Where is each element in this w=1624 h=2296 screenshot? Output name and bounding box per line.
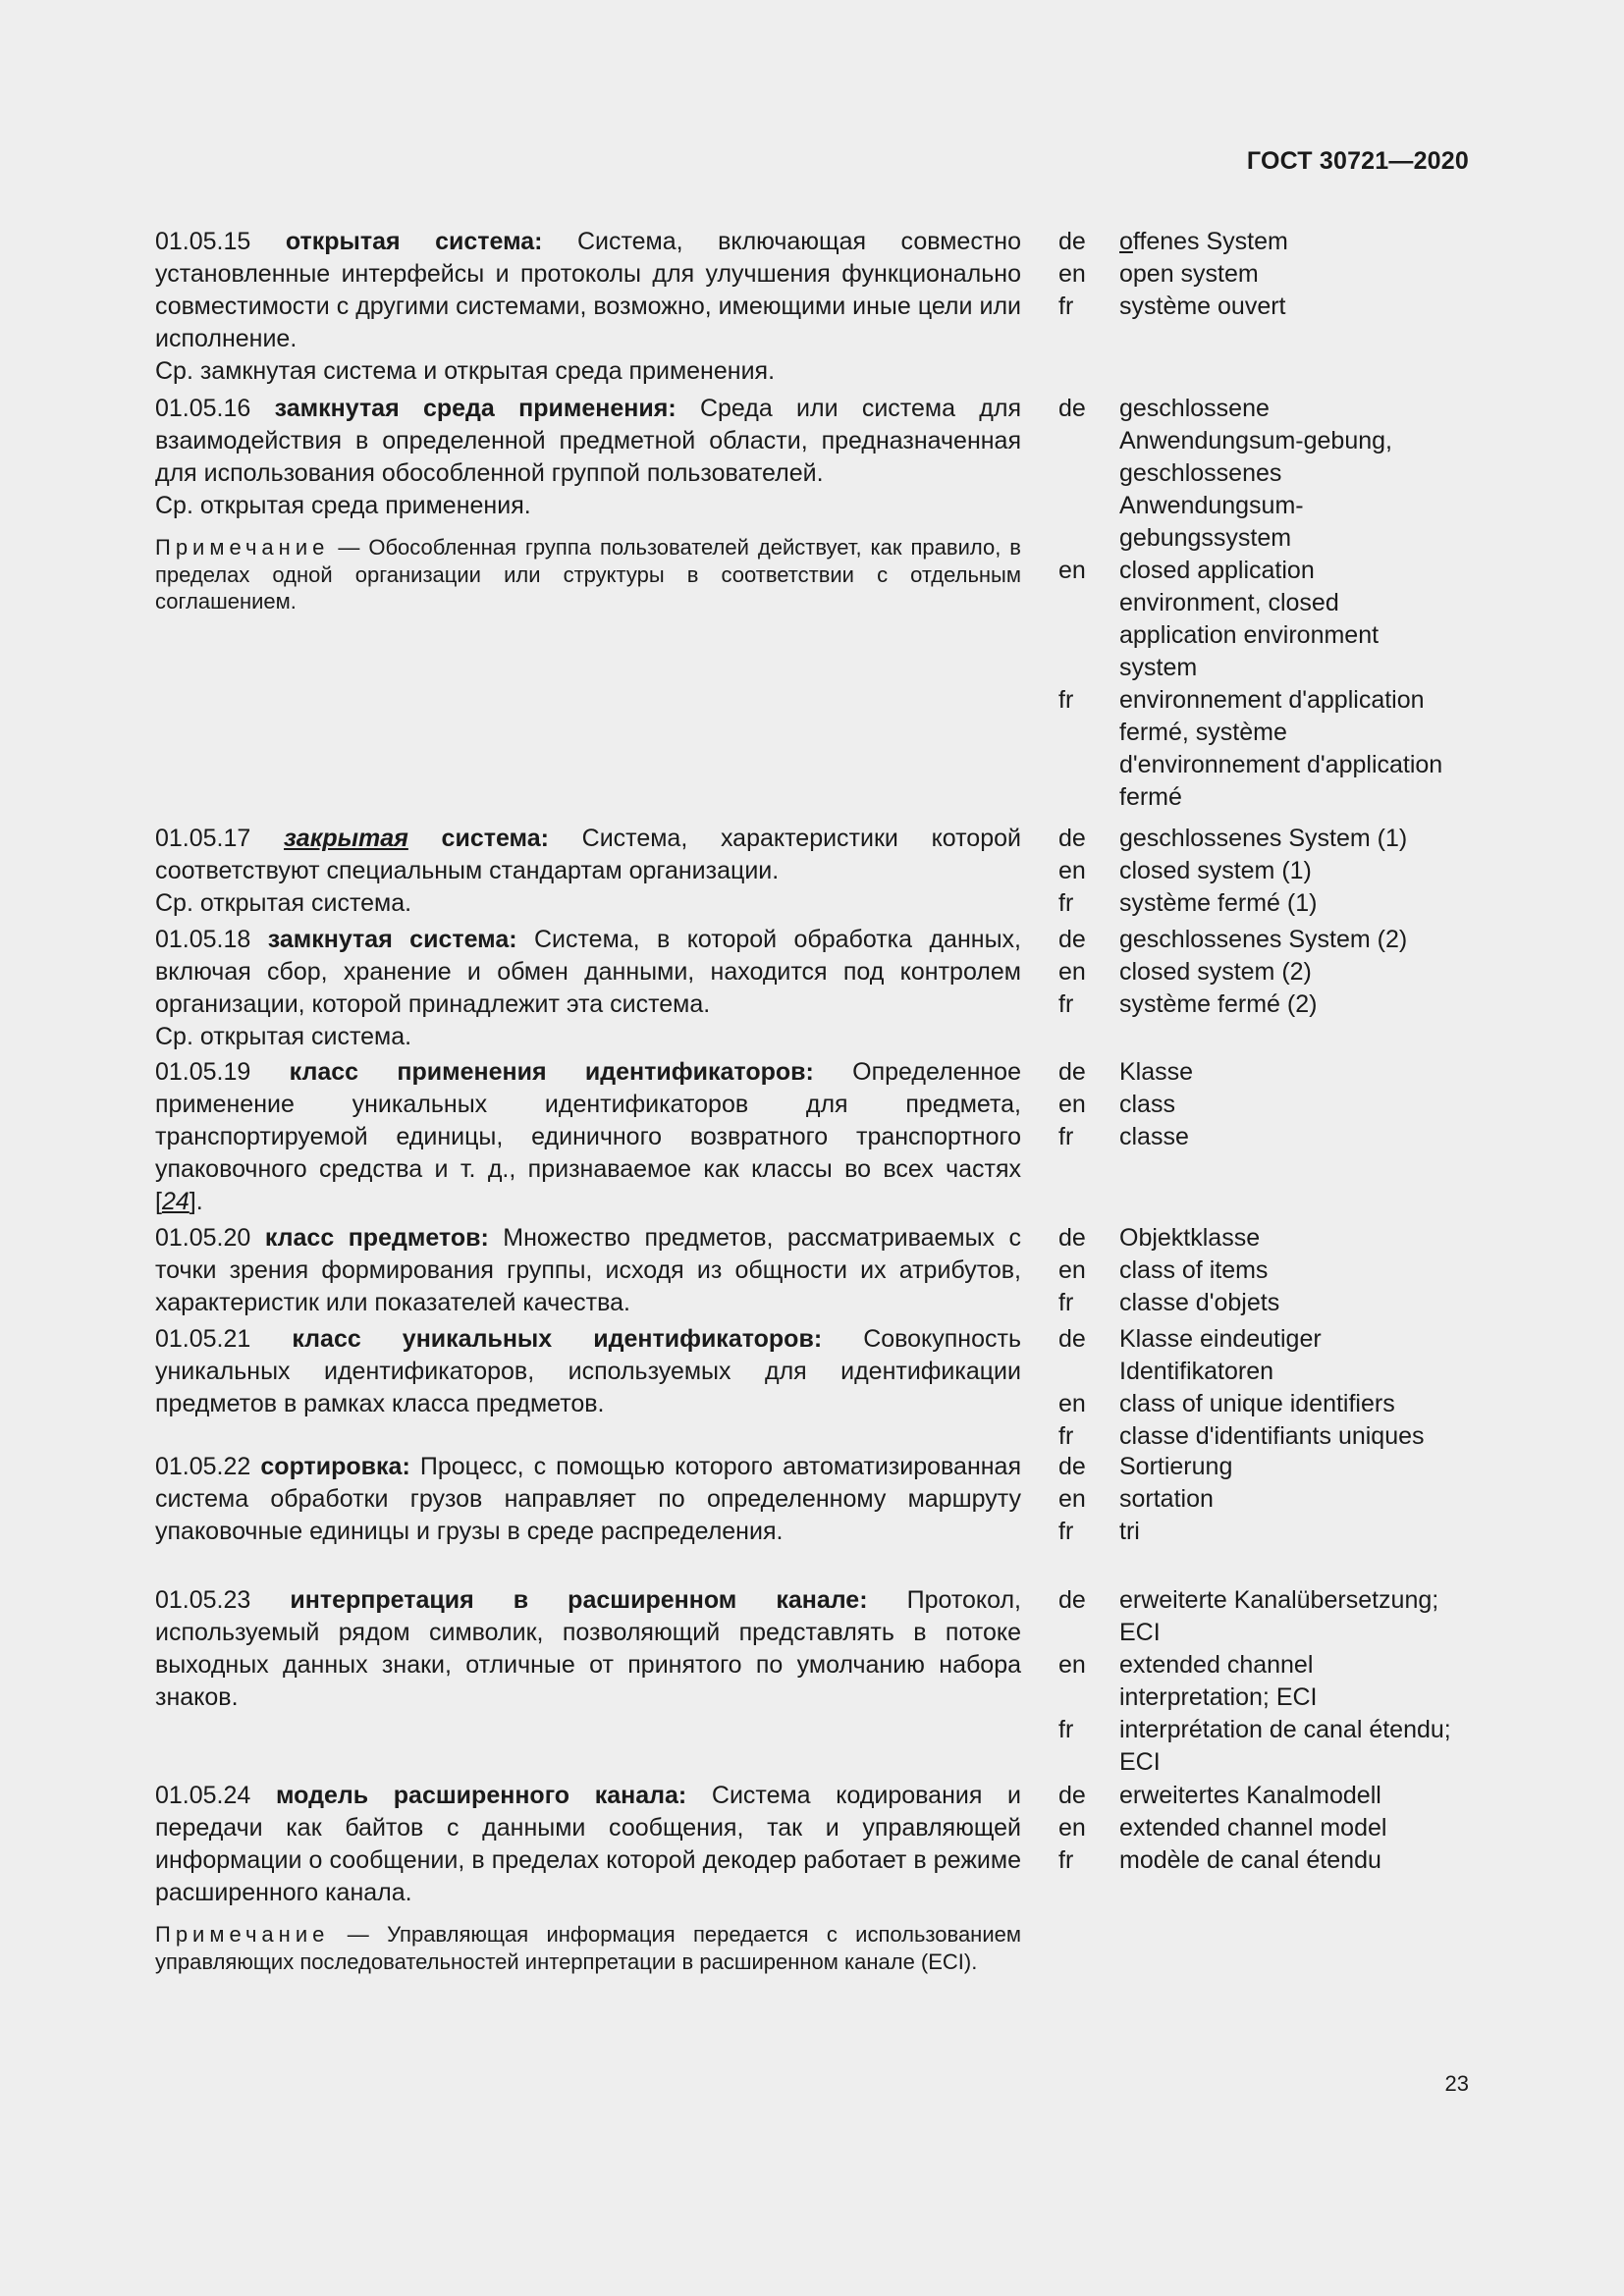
translation-de: de Objektklasse	[1058, 1224, 1261, 1252]
translations	[1058, 1323, 1451, 1453]
entry-number: 01.05.16	[155, 395, 251, 422]
translations	[1058, 823, 1451, 920]
definition-text: Совокупность уникальных идентификаторов, используемых для идентификации предметов в рамках класса предметов.	[155, 1325, 1021, 1417]
definition	[155, 1780, 1021, 1975]
translation-de: de Klasse eindeutiger Identifikatoren	[1058, 1325, 1322, 1385]
translations	[1058, 924, 1451, 1021]
entry-number: 01.05.22	[155, 1453, 251, 1480]
definition	[155, 1222, 1021, 1319]
translation-fr: fr tri	[1058, 1518, 1140, 1545]
see-also: Ср. открытая среда применения.	[155, 492, 531, 519]
term: класс предметов:	[264, 1224, 489, 1252]
translations	[1058, 1780, 1451, 1877]
entry-number: 01.05.24	[155, 1782, 251, 1809]
translation-en: en extended channel model	[1058, 1814, 1387, 1842]
translation-de: de erweiterte Kanalübersetzung; ECI	[1058, 1586, 1439, 1646]
entry-number: 01.05.20	[155, 1224, 251, 1252]
translation-de: de offenes System	[1058, 226, 1451, 258]
translation-en: en open system	[1058, 260, 1259, 288]
entry-number: 01.05.23	[155, 1586, 251, 1614]
definition	[155, 924, 1021, 1053]
see-also: Ср. замкнутая система и открытая среда применения.	[155, 357, 776, 385]
note-label: Примечание	[155, 1922, 330, 1947]
entry-number: 01.05.19	[155, 1058, 251, 1086]
term: класс применения идентификаторов:	[289, 1058, 814, 1086]
translations	[1058, 393, 1451, 814]
term: открытая система:	[285, 228, 543, 255]
note-text: — Управляющая информация передается с использованием управляющих последовательностей интерпретации в расширенном канале (ECI).	[155, 1922, 1021, 1974]
translation-de-value: offenes System	[1119, 228, 1288, 255]
reference-link[interactable]: 24	[161, 1188, 189, 1215]
definition	[155, 393, 1021, 615]
definition-text: Система кодирования и передачи как байтов с данными сообщения, так и управляющей информации о сообщении, в пределах которой декодер работает в режиме расширенного канала.	[155, 1782, 1021, 1906]
term: модель расширенного канала:	[275, 1782, 687, 1809]
translation-de: de erweitertes Kanalmodell	[1058, 1782, 1381, 1809]
translations	[1058, 1584, 1451, 1779]
translation-en: en class of unique identifiers	[1058, 1390, 1395, 1417]
translation-fr: fr environnement d'application fermé, système d'environnement d'application fermé	[1058, 686, 1443, 811]
definition-text: Система, в которой обработка данных, включая сбор, хранение и обмен данными, находится под контролем организации, которой принадлежит эта система.	[155, 926, 1021, 1018]
definition-text: Среда или система для взаимодействия в определенной предметной области, предназначенная для использования обособленной группой пользователей.	[155, 395, 1021, 487]
translation-fr: fr classe d'objets	[1058, 1289, 1280, 1316]
translations	[1058, 1451, 1451, 1548]
term: интерпретация в расширенном канале:	[290, 1586, 868, 1614]
term: замкнутая среда применения:	[274, 395, 677, 422]
translation-en: en extended channel interpretation; ECI	[1058, 1651, 1318, 1711]
entry-number: 01.05.21	[155, 1325, 251, 1353]
see-also: Ср. открытая система.	[155, 1023, 412, 1050]
translations	[1058, 1222, 1451, 1319]
translation-en: en class of items	[1058, 1256, 1269, 1284]
definition-text: Система, характеристики которой соответствуют специальным стандартам организации.	[155, 825, 1021, 884]
translation-fr: fr classe	[1058, 1123, 1189, 1150]
definition	[155, 823, 1021, 920]
translation-de: de Klasse	[1058, 1058, 1194, 1086]
note	[155, 534, 1021, 615]
entry-number: 01.05.15	[155, 228, 251, 255]
definition: 01.05.19 класс применения идентификаторов: Определенное применение уникальных идентификаторов для предмета, транспортируемой единицы, единичного возвратного транспортного упаковочного средства и т. д., признаваемое как классы во всех частях [24].	[155, 1058, 1021, 1215]
definition-text: Система, включающая совместно установленные интерфейсы и протоколы для улучшения функционально совместимости с другими системами, возможно, имеющими иные цели или исполнение.	[155, 228, 1021, 352]
translation-fr: fr classe d'identifiants uniques	[1058, 1422, 1425, 1450]
see-also: Ср. открытая система.	[155, 889, 412, 917]
note-label: Примечание	[155, 535, 330, 560]
definition	[155, 1323, 1021, 1420]
translations	[1058, 1056, 1451, 1153]
translation-fr: fr modèle de canal étendu	[1058, 1846, 1381, 1874]
entry-number: 01.05.18	[155, 926, 251, 953]
translation-fr: fr système fermé (2)	[1058, 990, 1318, 1018]
definition-text: Множество предметов, рассматриваемых с точки зрения формирования группы, исходя из общности их атрибутов, характеристик или показателей качества.	[155, 1224, 1022, 1316]
note	[155, 1921, 1021, 1975]
translation-fr: fr interprétation de canal étendu; ECI	[1058, 1716, 1451, 1776]
translation-de: de geschlossenes System (1)	[1058, 825, 1408, 852]
definition-text: Определенное применение уникальных идентификаторов для предмета, транспортируемой единицы, единичного возвратного транспортного упаковочного средства и т. д., признаваемое как классы во всех частях	[155, 1058, 1021, 1183]
translation-de: de geschlossene Anwendungsum-gebung, geschlossenes Anwendungsum-gebungssystem	[1058, 395, 1392, 552]
translation-fr: fr système fermé (1)	[1058, 889, 1318, 917]
note-text: — Обособленная группа пользователей действует, как правило, в пределах одной организации или структуры в соответствии с отдельным соглашением.	[155, 535, 1021, 614]
translation-en: en class	[1058, 1091, 1175, 1118]
translation-en: en closed system (1)	[1058, 857, 1312, 884]
definition	[155, 1584, 1021, 1714]
entry-number: 01.05.17	[155, 825, 251, 852]
term: замкнутая система:	[267, 926, 517, 953]
document-id: ГОСТ 30721—2020	[1246, 147, 1469, 175]
definition-text: Протокол, используемый рядом символик, позволяющий представлять в потоке выходных данных знаки, отличные от принятого по умолчанию набора знаков.	[155, 1586, 1021, 1711]
term: система:	[441, 825, 549, 852]
definition	[155, 1451, 1021, 1548]
term: сортировка:	[260, 1453, 410, 1480]
translation-de: de geschlossenes System (2)	[1058, 926, 1408, 953]
translation-en: en closed system (2)	[1058, 958, 1312, 986]
definition-text: Процесс, с помощью которого автоматизированная система обработки грузов направляет по определенному маршруту упаковочные единицы и грузы в среде распределения.	[155, 1453, 1021, 1545]
term: класс уникальных идентификаторов:	[292, 1325, 823, 1353]
translation-en: en closed application environment, closed application environment system	[1058, 557, 1380, 681]
translations	[1058, 226, 1451, 323]
translation-de: de Sortierung	[1058, 1453, 1233, 1480]
term-marked: закрытая	[284, 825, 408, 852]
translation-en: en sortation	[1058, 1485, 1214, 1513]
page-number: 23	[1444, 2071, 1469, 2096]
translation-fr: fr système ouvert	[1058, 293, 1286, 320]
definition	[155, 226, 1021, 388]
